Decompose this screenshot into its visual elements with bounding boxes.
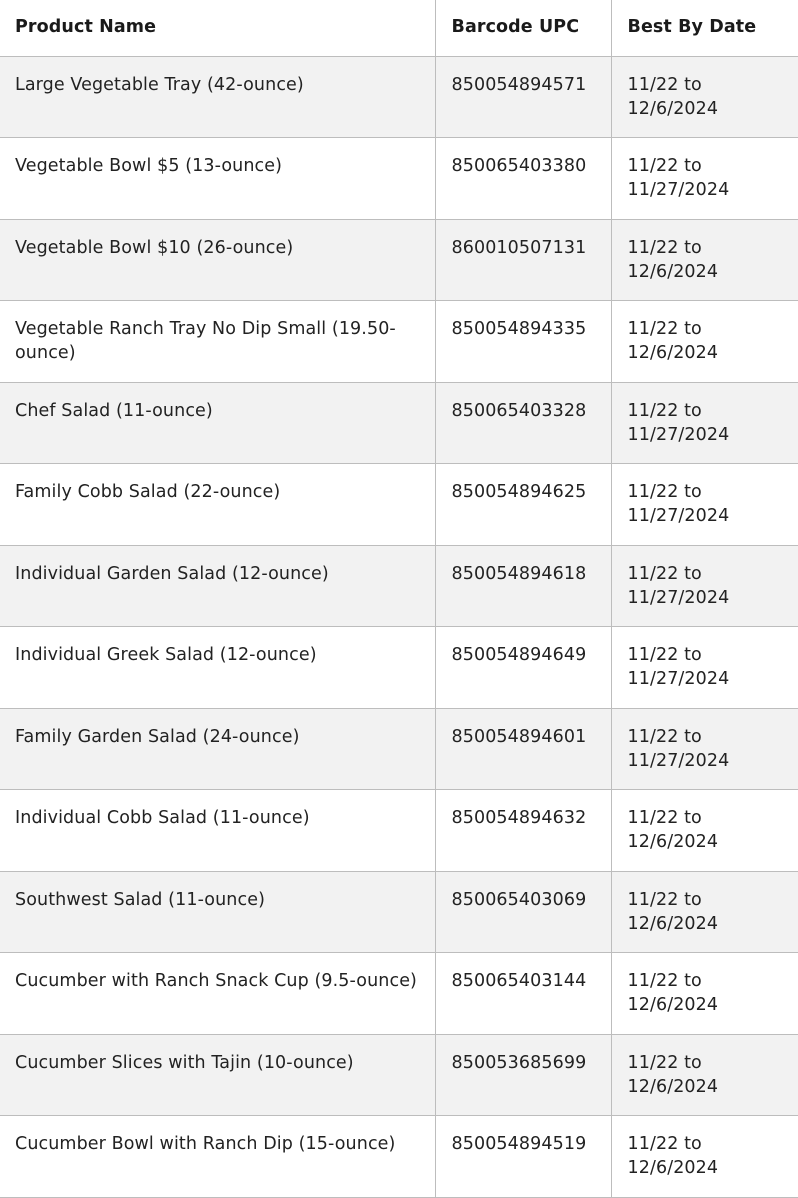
cell-best-by-date: 11/22 to 12/6/2024 xyxy=(611,219,798,301)
table-row xyxy=(0,545,798,627)
cell-product-name: Individual Garden Salad (12-ounce) xyxy=(0,545,435,627)
cell-product-name: Southwest Salad (11-ounce) xyxy=(0,871,435,953)
table-row xyxy=(0,382,798,464)
cell-barcode-upc: 850065403144 xyxy=(435,953,611,1035)
table-row xyxy=(0,871,798,953)
cell-product-name: Vegetable Bowl $5 (13-ounce) xyxy=(0,138,435,220)
cell-barcode-upc: 850065403380 xyxy=(435,138,611,220)
table-row xyxy=(0,56,798,138)
cell-best-by-date: 11/22 to 11/27/2024 xyxy=(611,545,798,627)
table-row xyxy=(0,1034,798,1116)
table-row xyxy=(0,138,798,220)
table-row xyxy=(0,953,798,1035)
cell-barcode-upc: 850054894649 xyxy=(435,627,611,709)
cell-product-name: Individual Cobb Salad (11-ounce) xyxy=(0,790,435,872)
cell-best-by-date: 11/22 to 12/6/2024 xyxy=(611,1034,798,1116)
table-header xyxy=(0,0,798,56)
cell-best-by-date: 11/22 to 12/6/2024 xyxy=(611,1116,798,1198)
cell-best-by-date: 11/22 to 12/6/2024 xyxy=(611,301,798,383)
cell-product-name: Cucumber Slices with Tajin (10-ounce) xyxy=(0,1034,435,1116)
cell-barcode-upc: 860010507131 xyxy=(435,219,611,301)
cell-barcode-upc: 850054894335 xyxy=(435,301,611,383)
cell-barcode-upc: 850053685699 xyxy=(435,1034,611,1116)
cell-best-by-date: 11/22 to 12/6/2024 xyxy=(611,953,798,1035)
table-row xyxy=(0,219,798,301)
cell-barcode-upc: 850054894571 xyxy=(435,56,611,138)
cell-product-name: Vegetable Bowl $10 (26-ounce) xyxy=(0,219,435,301)
cell-product-name: Family Garden Salad (24-ounce) xyxy=(0,708,435,790)
cell-best-by-date: 11/22 to 12/6/2024 xyxy=(611,790,798,872)
cell-product-name: Cucumber with Ranch Snack Cup (9.5-ounce) xyxy=(0,953,435,1035)
cell-best-by-date: 11/22 to 11/27/2024 xyxy=(611,627,798,709)
cell-barcode-upc: 850065403069 xyxy=(435,871,611,953)
header-product-name: Product Name xyxy=(0,0,435,56)
cell-best-by-date: 11/22 to 11/27/2024 xyxy=(611,382,798,464)
cell-barcode-upc: 850054894632 xyxy=(435,790,611,872)
cell-product-name: Large Vegetable Tray (42-ounce) xyxy=(0,56,435,138)
cell-best-by-date: 11/22 to 12/6/2024 xyxy=(611,56,798,138)
cell-barcode-upc: 850065403328 xyxy=(435,382,611,464)
table-body xyxy=(0,56,798,1197)
cell-barcode-upc: 850054894618 xyxy=(435,545,611,627)
cell-barcode-upc: 850054894519 xyxy=(435,1116,611,1198)
cell-best-by-date: 11/22 to 11/27/2024 xyxy=(611,708,798,790)
header-barcode-upc: Barcode UPC xyxy=(435,0,611,56)
table-row xyxy=(0,464,798,546)
table-row xyxy=(0,627,798,709)
cell-barcode-upc: 850054894601 xyxy=(435,708,611,790)
cell-product-name: Vegetable Ranch Tray No Dip Small (19.50-ounce) xyxy=(0,301,435,383)
table-row xyxy=(0,790,798,872)
cell-product-name: Family Cobb Salad (22-ounce) xyxy=(0,464,435,546)
header-best-by-date: Best By Date xyxy=(611,0,798,56)
cell-product-name: Chef Salad (11-ounce) xyxy=(0,382,435,464)
cell-best-by-date: 11/22 to 12/6/2024 xyxy=(611,871,798,953)
header-row xyxy=(0,0,798,56)
table-row xyxy=(0,708,798,790)
cell-barcode-upc: 850054894625 xyxy=(435,464,611,546)
cell-best-by-date: 11/22 to 11/27/2024 xyxy=(611,138,798,220)
cell-product-name: Individual Greek Salad (12-ounce) xyxy=(0,627,435,709)
table-row xyxy=(0,301,798,383)
cell-best-by-date: 11/22 to 11/27/2024 xyxy=(611,464,798,546)
table-row xyxy=(0,1116,798,1198)
cell-product-name: Cucumber Bowl with Ranch Dip (15-ounce) xyxy=(0,1116,435,1198)
